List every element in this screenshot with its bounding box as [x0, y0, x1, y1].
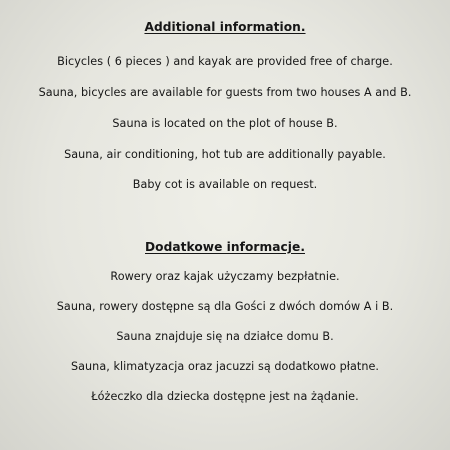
polish-line-extra-payable: Sauna, klimatyzacja oraz jacuzzi są dodatkowo płatne. — [70, 360, 379, 373]
english-line-sauna-location: Sauna is located on the plot of house B. — [112, 117, 338, 130]
polish-line-sauna-location: Sauna znajduje się na działce domu B. — [116, 330, 334, 343]
english-heading: Additional information. — [144, 20, 306, 34]
english-line-bicycles-kayak: Bicycles ( 6 pieces ) and kayak are provided free of charge. — [57, 55, 393, 68]
polish-line-baby-cot: Łóżeczko dla dziecka dostępne jest na żądanie. — [91, 390, 359, 403]
english-line-extra-payable: Sauna, air conditioning, hot tub are additionally payable. — [64, 148, 386, 161]
polish-line-sauna-bicycles-availability: Sauna, rowery dostępne są dla Gości z dwóch domów A i B. — [56, 300, 394, 313]
polish-heading: Dodatkowe informacje. — [145, 240, 305, 254]
polish-line-bicycles-kayak: Rowery oraz kajak użyczamy bezpłatnie. — [110, 270, 340, 283]
english-line-baby-cot: Baby cot is available on request. — [132, 178, 318, 191]
english-line-sauna-bicycles-availability: Sauna, bicycles are available for guests from two houses A and B. — [38, 86, 412, 99]
